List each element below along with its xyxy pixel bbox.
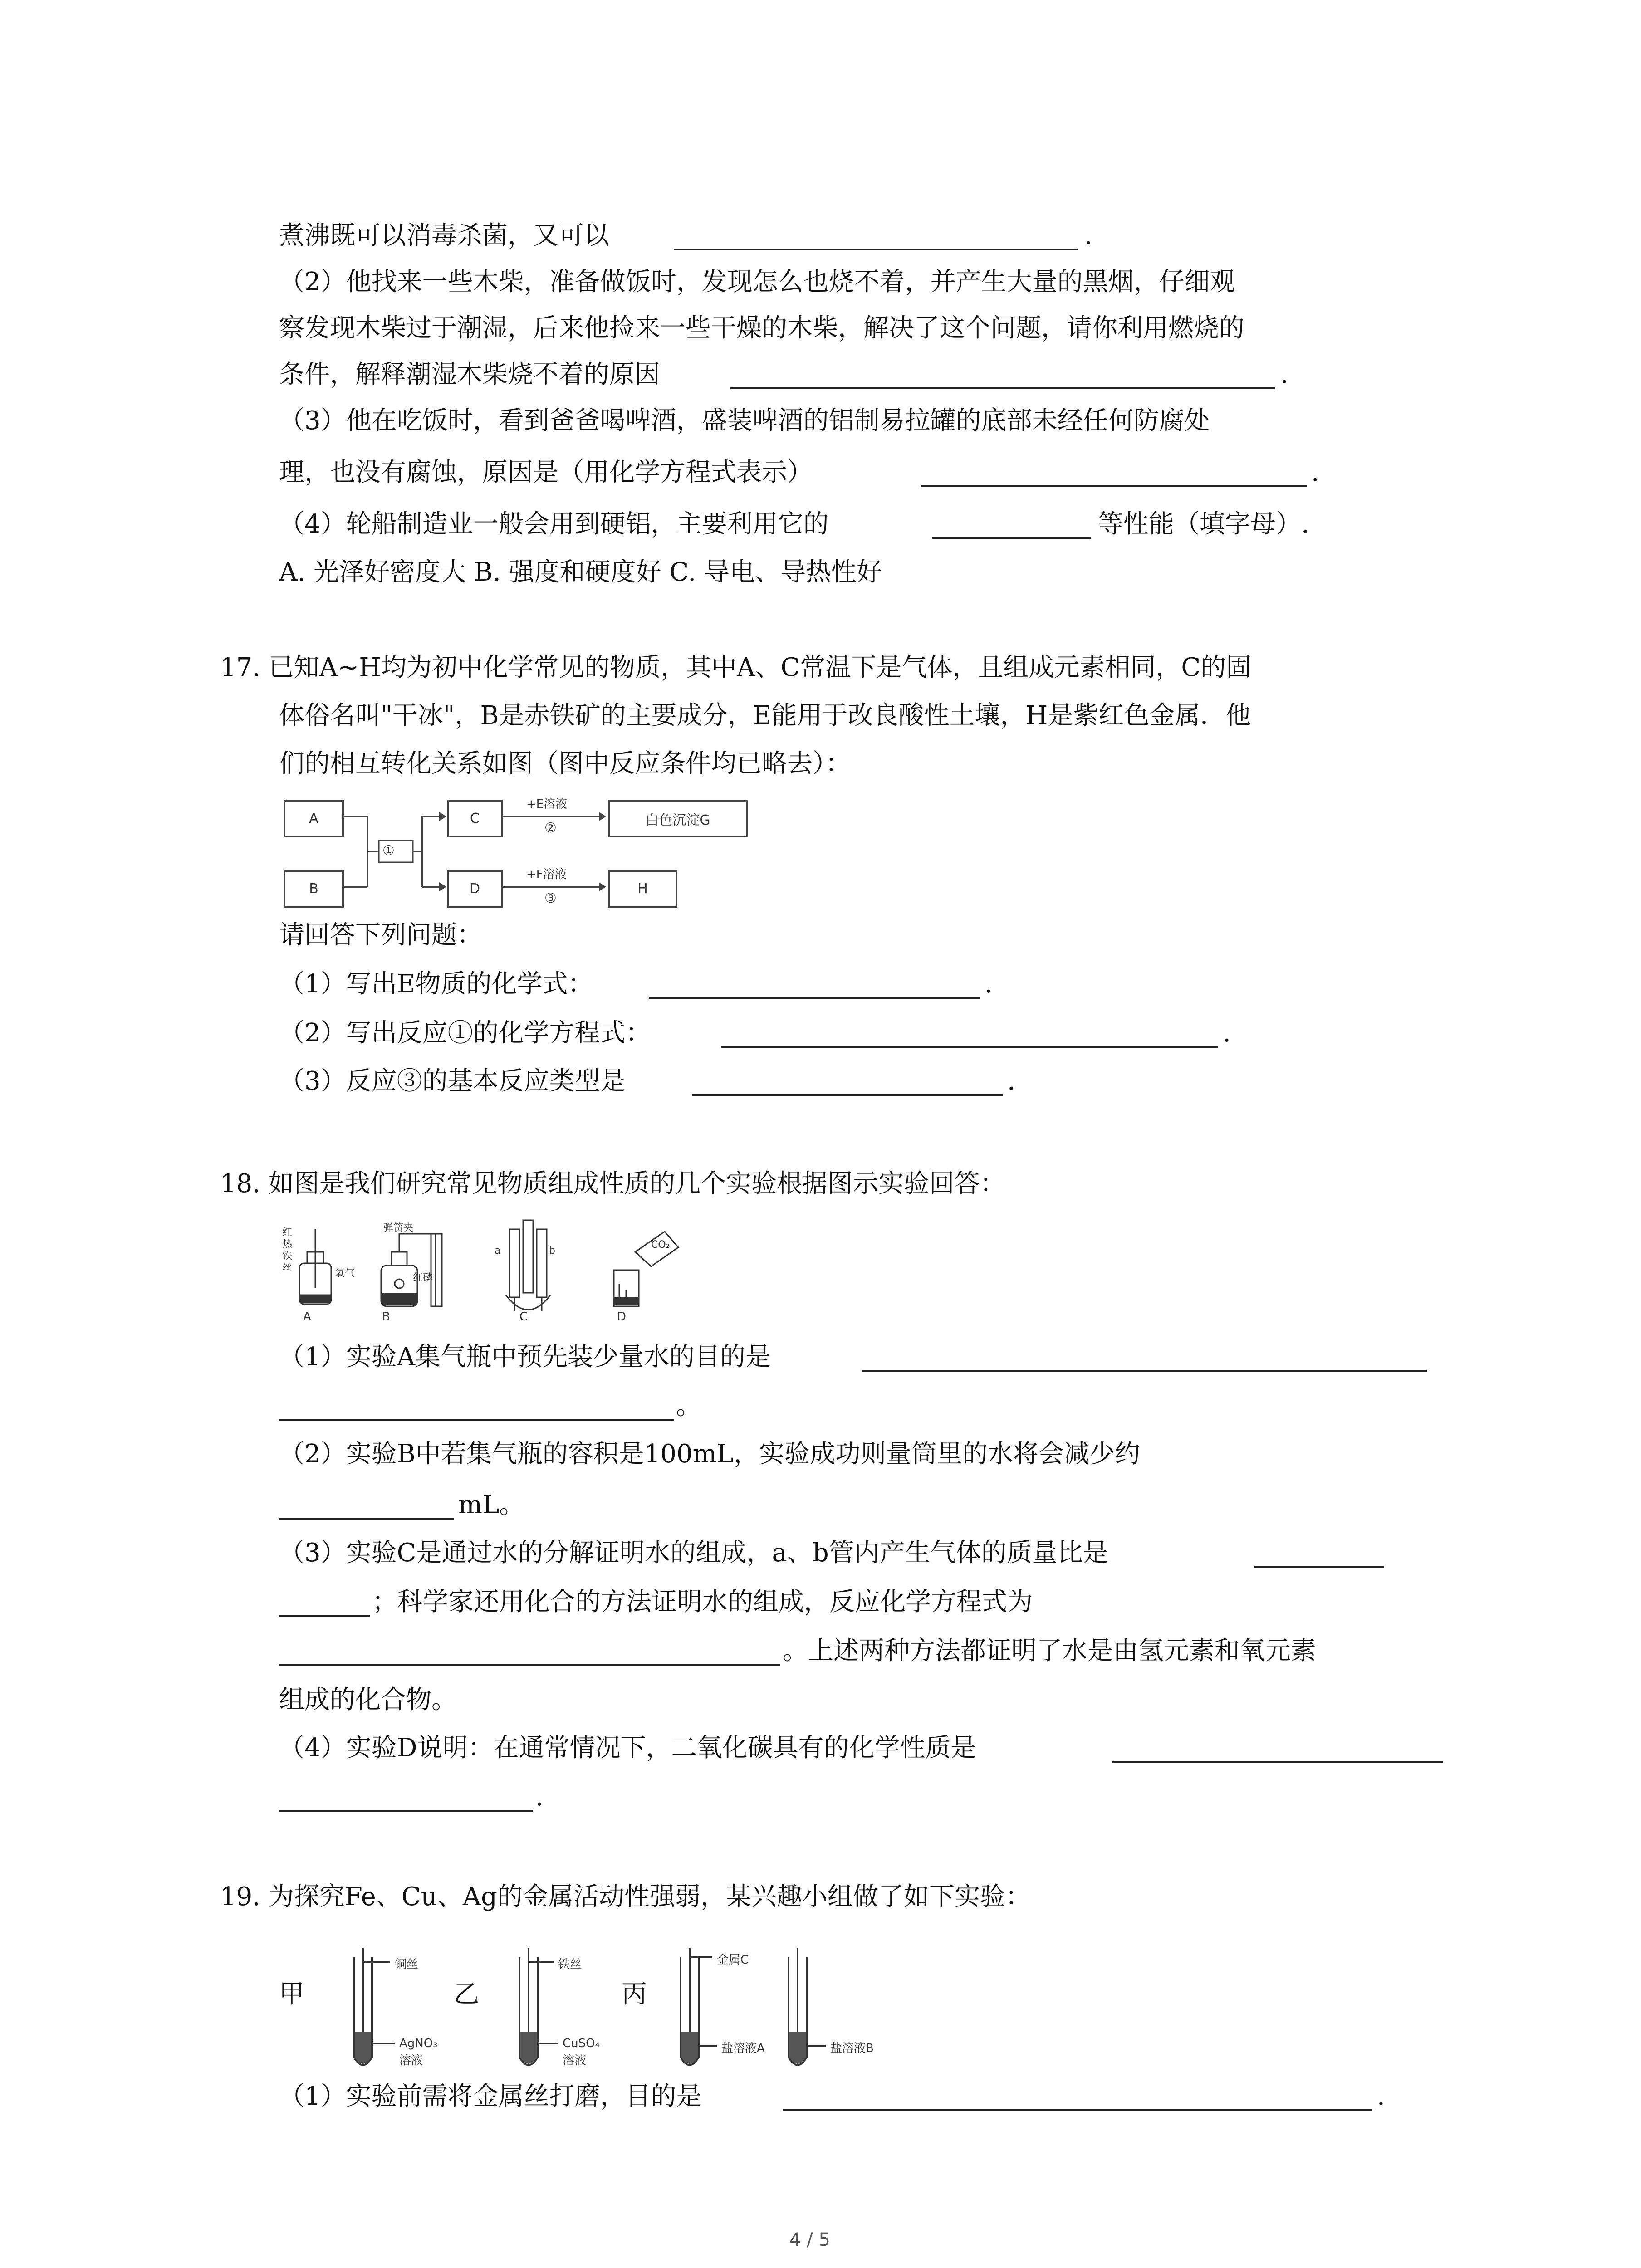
q18-a-text3: 铁 (282, 1251, 293, 1262)
q16-p2-line3: 条件，解释潮湿木柴烧不着的原因 (279, 360, 660, 389)
q16-p2-line1: （2）他找来一些木柴，准备做饭时，发现怎么也烧不着，并产生大量的黑烟，仔细观 (279, 267, 1235, 297)
q16-period-1: . (1084, 221, 1092, 250)
q18-label-a: A (303, 1310, 311, 1324)
diagram-reagent-f: +F溶液 (526, 868, 567, 881)
q19-t1-bot2: 溶液 (399, 2054, 423, 2068)
q18-line1: 18. 如图是我们研究常见物质组成性质的几个实验根据图示实验回答： (220, 1169, 1005, 1198)
q18-blank-1a[interactable] (862, 1370, 1427, 1372)
q18-c-b: b (549, 1245, 555, 1256)
q18-blank-3a[interactable] (1254, 1566, 1384, 1568)
diagram-box-c: C (447, 800, 503, 837)
q17-period-1: . (985, 969, 993, 999)
q18-blank-1b[interactable] (279, 1419, 674, 1421)
q18-a-text4: 丝 (282, 1262, 293, 1274)
q19-t1-bot1: AgNO₃ (399, 2037, 438, 2050)
q17-blank-1[interactable] (649, 997, 980, 999)
q17-line1: 17. 已知A~H均为初中化学常见的物质，其中A、C常温下是气体，且组成元素相同，C的固 (220, 653, 1252, 682)
q19-t2-bot1: CuSO₄ (563, 2037, 600, 2050)
q18-blank-3c[interactable] (279, 1664, 780, 1666)
q17-sub3: （3）反应③的基本反应类型是 (279, 1066, 626, 1096)
q16-blank-1[interactable] (674, 249, 1078, 250)
q16-p3-line2: 理，也没有腐蚀，原因是（用化学方程式表示） (279, 458, 813, 487)
q18-period-4: . (535, 1782, 544, 1812)
q18-c-a: a (495, 1245, 501, 1256)
q17-prompt: 请回答下列问题： (279, 920, 482, 950)
q18-sub2-unit: mL。 (458, 1490, 525, 1520)
q16-line-cont: 煮沸既可以消毒杀菌，又可以 (279, 221, 609, 250)
diagram-step-1: ① (382, 843, 395, 859)
q19-sub1: （1）实验前需将金属丝打磨，目的是 (279, 2082, 702, 2111)
q17-blank-3[interactable] (692, 1094, 1003, 1096)
q17-blank-2[interactable] (721, 1046, 1218, 1048)
q19-test-tubes-figure (345, 1944, 926, 2080)
q18-sub3-line4: 组成的化合物。 (279, 1685, 457, 1715)
q17-sub1: （1）写出E物质的化学式： (279, 969, 593, 999)
q18-a-gas: 氧气 (335, 1268, 355, 1279)
diagram-box-a: A (284, 800, 344, 837)
q16-p2-line2: 察发现木柴过于潮湿，后来他捡来一些干燥的木柴，解决了这个问题，请你利用燃烧的 (279, 313, 1244, 343)
diagram-box-g: 白色沉淀G (608, 800, 748, 837)
q16-p4-line1: （4）轮船制造业一般会用到硬铝，主要利用它的 (279, 509, 829, 539)
q18-label-c: C (519, 1310, 528, 1324)
q19-t2-bot2: 溶液 (563, 2054, 587, 2068)
q18-sub3-line2: ；科学家还用化合的方法证明水的组成，反应化学方程式为 (372, 1587, 1033, 1617)
q19-t2-top: 铁丝 (558, 1958, 582, 1971)
q19-line1: 19. 为探究Fe、Cu、Ag的金属活动性强弱，某兴趣小组做了如下实验： (220, 1882, 1031, 1911)
q18-sub1: （1）实验A集气瓶中预先装少量水的目的是 (279, 1342, 771, 1372)
q16-options: A. 光泽好密度大 B. 强度和硬度好 C. 导电、导热性好 (279, 557, 882, 587)
q19-label-yi: 乙 (454, 1980, 479, 2009)
diagram-reagent-e: +E溶液 (526, 797, 568, 811)
q19-period-1: . (1377, 2082, 1385, 2111)
q16-blank-4[interactable] (932, 537, 1091, 539)
q17-sub2: （2）写出反应①的化学方程式： (279, 1018, 651, 1048)
q18-blank-4b[interactable] (279, 1810, 533, 1812)
page-number: 4 / 5 (789, 2229, 830, 2250)
diagram-step-3: ③ (544, 890, 557, 906)
q19-label-jia: 甲 (279, 1980, 304, 2009)
q18-blank-4a[interactable] (1112, 1761, 1443, 1763)
q18-sub2-line1: （2）实验B中若集气瓶的容积是100mL，实验成功则量筒里的水将会减少约 (279, 1439, 1140, 1469)
q19-t4-bot: 盐溶液B (830, 2042, 874, 2055)
q18-sub3-line3: 。上述两种方法都证明了水是由氢元素和氧元素 (783, 1636, 1316, 1666)
q18-sub3-line1: （3）实验C是通过水的分解证明水的组成，a、b管内产生气体的质量比是 (279, 1538, 1108, 1568)
q18-sub4-line1: （4）实验D说明：在通常情况下，二氧化碳具有的化学性质是 (279, 1733, 976, 1763)
q17-line2: 体俗名叫"干冰"，B是赤铁矿的主要成分，E能用于改良酸性土壤，H是紫红色金属．他 (279, 701, 1251, 730)
q16-blank-3[interactable] (921, 485, 1307, 487)
diagram-box-h: H (608, 870, 677, 908)
q17-period-2: . (1223, 1018, 1231, 1048)
q18-label-b: B (382, 1310, 390, 1324)
q16-p3-line1: （3）他在吃饭时，看到爸爸喝啤酒，盛装啤酒的铝制易拉罐的底部未经任何防腐处 (279, 406, 1210, 435)
q18-blank-2[interactable] (279, 1518, 454, 1520)
q19-t1-top: 铜丝 (395, 1958, 419, 1971)
diagram-box-d: D (447, 870, 503, 908)
q19-label-bing: 丙 (622, 1980, 647, 2009)
q16-p4-tail: 等性能（填字母）. (1098, 509, 1309, 539)
q18-d-co2: CO₂ (651, 1239, 670, 1251)
diagram-step-2: ② (544, 820, 557, 836)
q17-line3: 们的相互转化关系如图（图中反应条件均已略去）： (279, 749, 851, 778)
q18-a-text1: 红 (282, 1227, 293, 1238)
q18-sub1-end: 。 (676, 1391, 701, 1421)
q19-blank-1[interactable] (783, 2109, 1372, 2111)
q18-a-text2: 热 (282, 1239, 293, 1250)
q16-period-2: . (1280, 360, 1288, 389)
q19-t3-top: 金属C (717, 1953, 749, 1967)
q18-b-text: 红磷 (413, 1272, 433, 1284)
q17-period-3: . (1007, 1066, 1015, 1096)
q19-t3-bot: 盐溶液A (721, 2042, 765, 2055)
q18-label-d: D (617, 1310, 627, 1324)
q18-blank-3b[interactable] (279, 1615, 370, 1617)
q16-period-3: . (1311, 458, 1319, 487)
diagram-box-b: B (284, 870, 344, 908)
q16-blank-2[interactable] (730, 387, 1275, 389)
q18-b-clip: 弹簧夹 (383, 1222, 414, 1234)
